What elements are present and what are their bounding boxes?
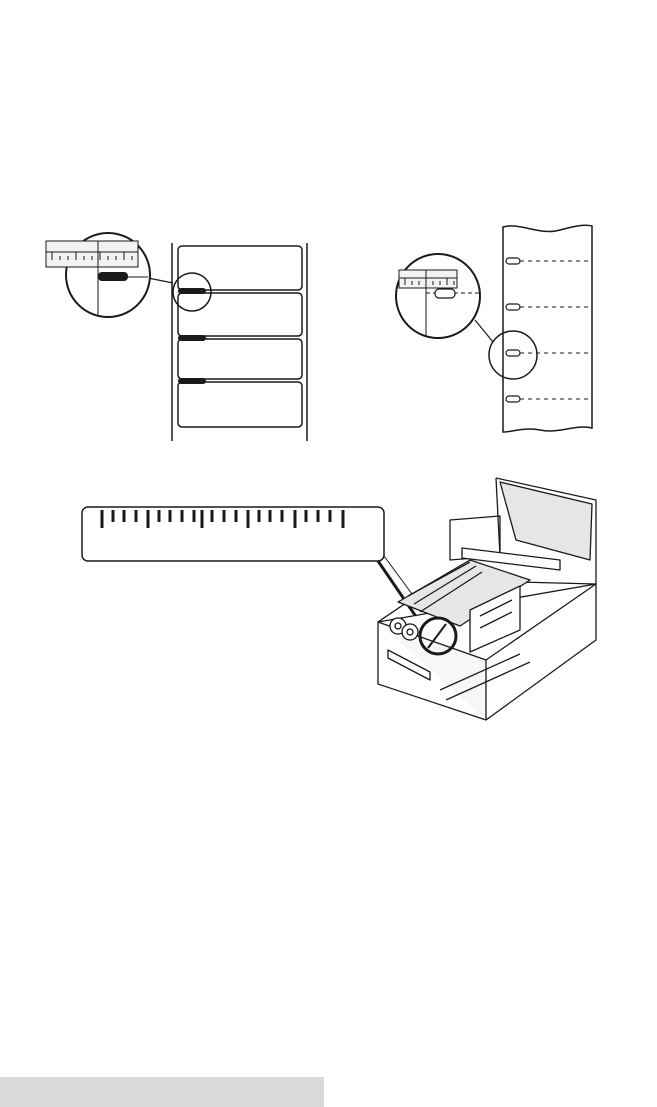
ruler-callout — [82, 507, 384, 561]
printer-illustration — [378, 478, 596, 720]
footer-shade-bar — [0, 1077, 324, 1107]
